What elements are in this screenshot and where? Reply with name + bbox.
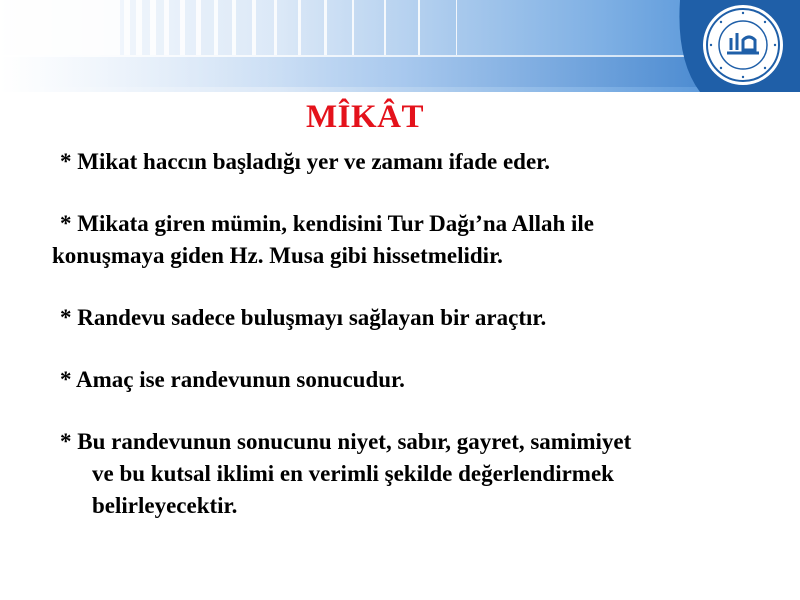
slide-body: [52, 146, 760, 552]
bullet-paragraph: [60, 426, 760, 522]
bullet-paragraph: [52, 208, 760, 272]
institution-logo: [693, 0, 793, 100]
text-line: * Randevu sadece buluşmayı sağlayan bir araçtır.: [60, 305, 547, 330]
text-line: ve bu kutsal iklimi en verimli şekilde değerlendirmek: [92, 461, 614, 486]
bullet-paragraph: [60, 146, 760, 178]
header-banner: [0, 0, 800, 92]
slide-title: MÎKÂT: [306, 99, 424, 135]
bullet-paragraph: [60, 364, 760, 396]
text-line: * Amaç ise randevunun sonucudur.: [60, 367, 405, 392]
text-line: konuşmaya giden Hz. Musa gibi hissetmelidir.: [52, 243, 503, 268]
text-line: * Mikata giren mümin, kendisini Tur Dağı’na Allah ile: [60, 211, 595, 236]
text-line: belirleyecektir.: [92, 493, 238, 518]
bullet-paragraph: [60, 302, 760, 334]
text-line: * Mikat haccın başladığı yer ve zamanı ifade eder.: [60, 149, 551, 174]
text-line: * Bu randevunun sonucunu niyet, sabır, gayret, samimiyet: [60, 429, 632, 454]
